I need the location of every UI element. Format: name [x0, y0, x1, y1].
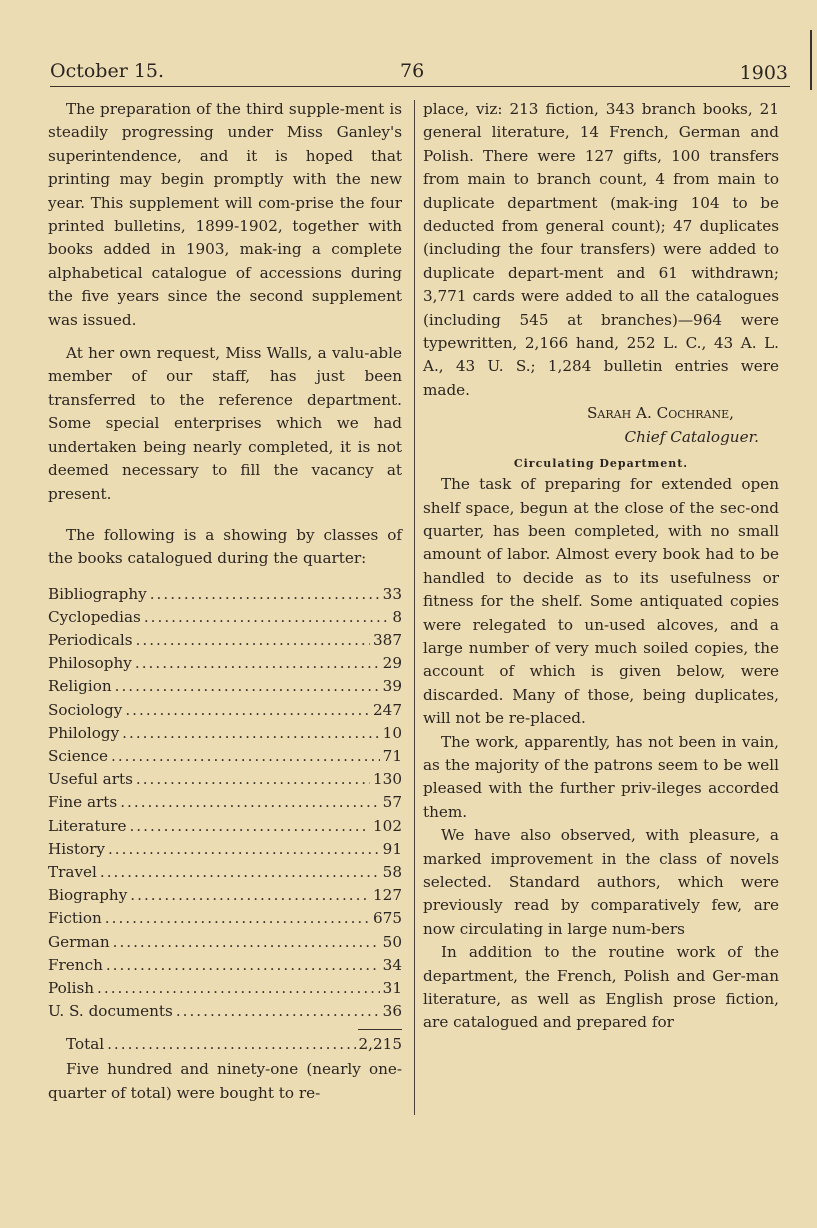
- class-count: 57: [382, 793, 402, 812]
- paragraph-routine-work: In addition to the routine work of the department, the French, Polish and Ger-man literature, as well as English prose fiction, are catalogued and prepared for: [423, 943, 779, 1032]
- signature-name: Sarah A. Cochrane,: [587, 404, 734, 423]
- table-row: [48, 768, 402, 791]
- header-year: 1903: [739, 62, 788, 84]
- left-column: [48, 98, 402, 1105]
- paragraph-staff-transfer: At her own request, Miss Walls, a valu-able member of our staff, has just been transferred to the reference department. Some special enterprises which we had undertaken being nearly completed, it is not deemed necessary to fill the vacancy at present.: [48, 344, 402, 503]
- class-label: Polish: [48, 978, 95, 997]
- leader-dots: [130, 884, 370, 907]
- leader-dots: [97, 977, 380, 1000]
- table-row: [48, 652, 402, 675]
- page-header: [50, 60, 790, 90]
- leader-dots: [122, 722, 380, 745]
- table-row: [48, 861, 402, 884]
- class-count: 10: [382, 723, 402, 742]
- class-count: 29: [382, 654, 402, 673]
- paragraph-bought: Five hundred and ninety-one (nearly one-quarter of total) were bought to re-: [48, 1060, 402, 1102]
- table-row: [48, 745, 402, 768]
- class-count: 31: [382, 978, 402, 997]
- class-label: Periodicals: [48, 631, 133, 650]
- class-count: 130: [373, 770, 402, 789]
- class-count: 127: [373, 886, 402, 905]
- table-row: [48, 884, 402, 907]
- class-label: U. S. documents: [48, 1002, 173, 1021]
- class-count: 91: [382, 839, 402, 858]
- class-label: German: [48, 932, 110, 951]
- header-date: October 15.: [50, 60, 165, 82]
- paragraph-novels: We have also observed, with pleasure, a marked improvement in the class of novels selected. Standard authors, which were previously read by comparatively few, are now circulating in large num-bers: [423, 826, 779, 938]
- class-label: Fiction: [48, 909, 102, 928]
- table-row: [48, 931, 402, 954]
- table-row: [48, 699, 402, 722]
- leader-dots: [125, 699, 370, 722]
- leader-dots: [136, 629, 370, 652]
- signature-title: Chief Cataloguer.: [624, 427, 759, 446]
- table-row: [48, 722, 402, 745]
- leader-dots: [108, 838, 380, 861]
- class-label: Fine arts: [48, 793, 118, 812]
- paragraph-replacements: place, viz: 213 fiction, 343 branch books, 21 general literature, 14 French, German and Polish. There were 127 gifts, 100 transfers from main to branch count, 4 from main to duplicate department (mak-ing 104 to be deducted from general count); 47 duplicates (including the four transfers) were added to duplicate depart-ment and 61 withdrawn; 3,771 cards were added to all the catalogues (including 545 at branches)—964 were typewritten, 2,166 hand, 252 L. C., 43 A. L. A., 43 U. S.; 1,284 bulletin entries were made.: [423, 100, 779, 399]
- class-label: French: [48, 955, 103, 974]
- class-label: Bibliography: [48, 584, 147, 603]
- leader-dots: [120, 791, 379, 814]
- paragraph-open-shelf: The task of preparing for extended open shelf space, begun at the close of the sec-ond quarter, has been completed, with no small amount of labor. Almost every book had to be handled to decide as to its usefulness or fitness for the shelf. Some antiquated copies were relegated to un-used alcoves, and a large number of very much soiled copies, the account of which is given below, were discarded. Many of those, being duplicates, will not be re-placed.: [423, 475, 779, 728]
- class-count: 36: [382, 1002, 402, 1021]
- classes-table: [48, 583, 402, 1057]
- leader-dots: [105, 907, 370, 930]
- class-count: 387: [373, 631, 402, 650]
- class-count: 58: [382, 862, 402, 881]
- class-label: History: [48, 839, 105, 858]
- leader-dots: [107, 1033, 355, 1056]
- class-count: 33: [382, 584, 402, 603]
- class-label: Useful arts: [48, 770, 133, 789]
- table-row: [48, 907, 402, 930]
- table-row: [48, 815, 402, 838]
- table-row: [48, 791, 402, 814]
- class-label: Religion: [48, 677, 112, 696]
- class-label: Cyclopedias: [48, 607, 141, 626]
- class-label: Science: [48, 747, 109, 766]
- class-label: Biography: [48, 886, 128, 905]
- leader-dots: [150, 583, 380, 606]
- class-label: Philosophy: [48, 654, 132, 673]
- total-rule: [358, 1029, 402, 1030]
- leader-dots: [115, 675, 380, 698]
- class-count: 102: [373, 816, 402, 835]
- leader-dots: [113, 931, 380, 954]
- table-row: [48, 606, 402, 629]
- leader-dots: [111, 745, 380, 768]
- table-row: [48, 977, 402, 1000]
- class-label: Literature: [48, 816, 127, 835]
- paragraph-patrons: The work, apparently, has not been in vain, as the majority of the patrons seem to be well pleased with the further priv-ileges accorded them.: [423, 732, 779, 821]
- header-rule: [50, 86, 790, 87]
- paragraph-classes-intro: The following is a showing by classes of the books catalogued during the quarter:: [48, 525, 402, 568]
- table-row: [48, 838, 402, 861]
- class-count: 675: [373, 909, 402, 928]
- header-page-number: 76: [400, 60, 425, 82]
- leader-dots: [135, 652, 380, 675]
- column-divider: [414, 100, 415, 1115]
- table-row: [48, 629, 402, 652]
- total-value: 2,215: [358, 1035, 402, 1054]
- class-label: Sociology: [48, 700, 123, 719]
- leader-dots: [136, 768, 370, 791]
- class-label: Travel: [48, 862, 97, 881]
- class-count: 50: [382, 932, 402, 951]
- table-row: [48, 954, 402, 977]
- leader-dots: [100, 861, 380, 884]
- class-count: 34: [382, 955, 402, 974]
- section-title: Circulating Department.: [513, 457, 689, 471]
- leader-dots: [129, 815, 370, 838]
- class-count: 247: [373, 700, 402, 719]
- leader-dots: [144, 606, 389, 629]
- class-count: 39: [382, 677, 402, 696]
- paragraph-supplement: The preparation of the third supple-ment is steadily progressing under Miss Ganley's superintendence, and it is hoped that printing may begin promptly with the new year. This supplement will com-prise the four printed bulletins, 1899-1902, together with books added in 1903, mak-ing a complete alphabetical catalogue of accessions during the five years since the second supplement was issued.: [48, 100, 402, 329]
- leader-dots: [106, 954, 380, 977]
- class-count: 71: [382, 747, 402, 766]
- table-row: [48, 675, 402, 698]
- class-count: 8: [392, 607, 402, 626]
- total-label: Total: [66, 1035, 105, 1054]
- leader-dots: [176, 1000, 380, 1023]
- right-column: [423, 98, 779, 1035]
- table-row: [48, 1000, 402, 1023]
- total-row: [48, 1033, 402, 1056]
- class-label: Philology: [48, 723, 120, 742]
- table-row: [48, 583, 402, 606]
- page-edge-mark: [810, 30, 817, 90]
